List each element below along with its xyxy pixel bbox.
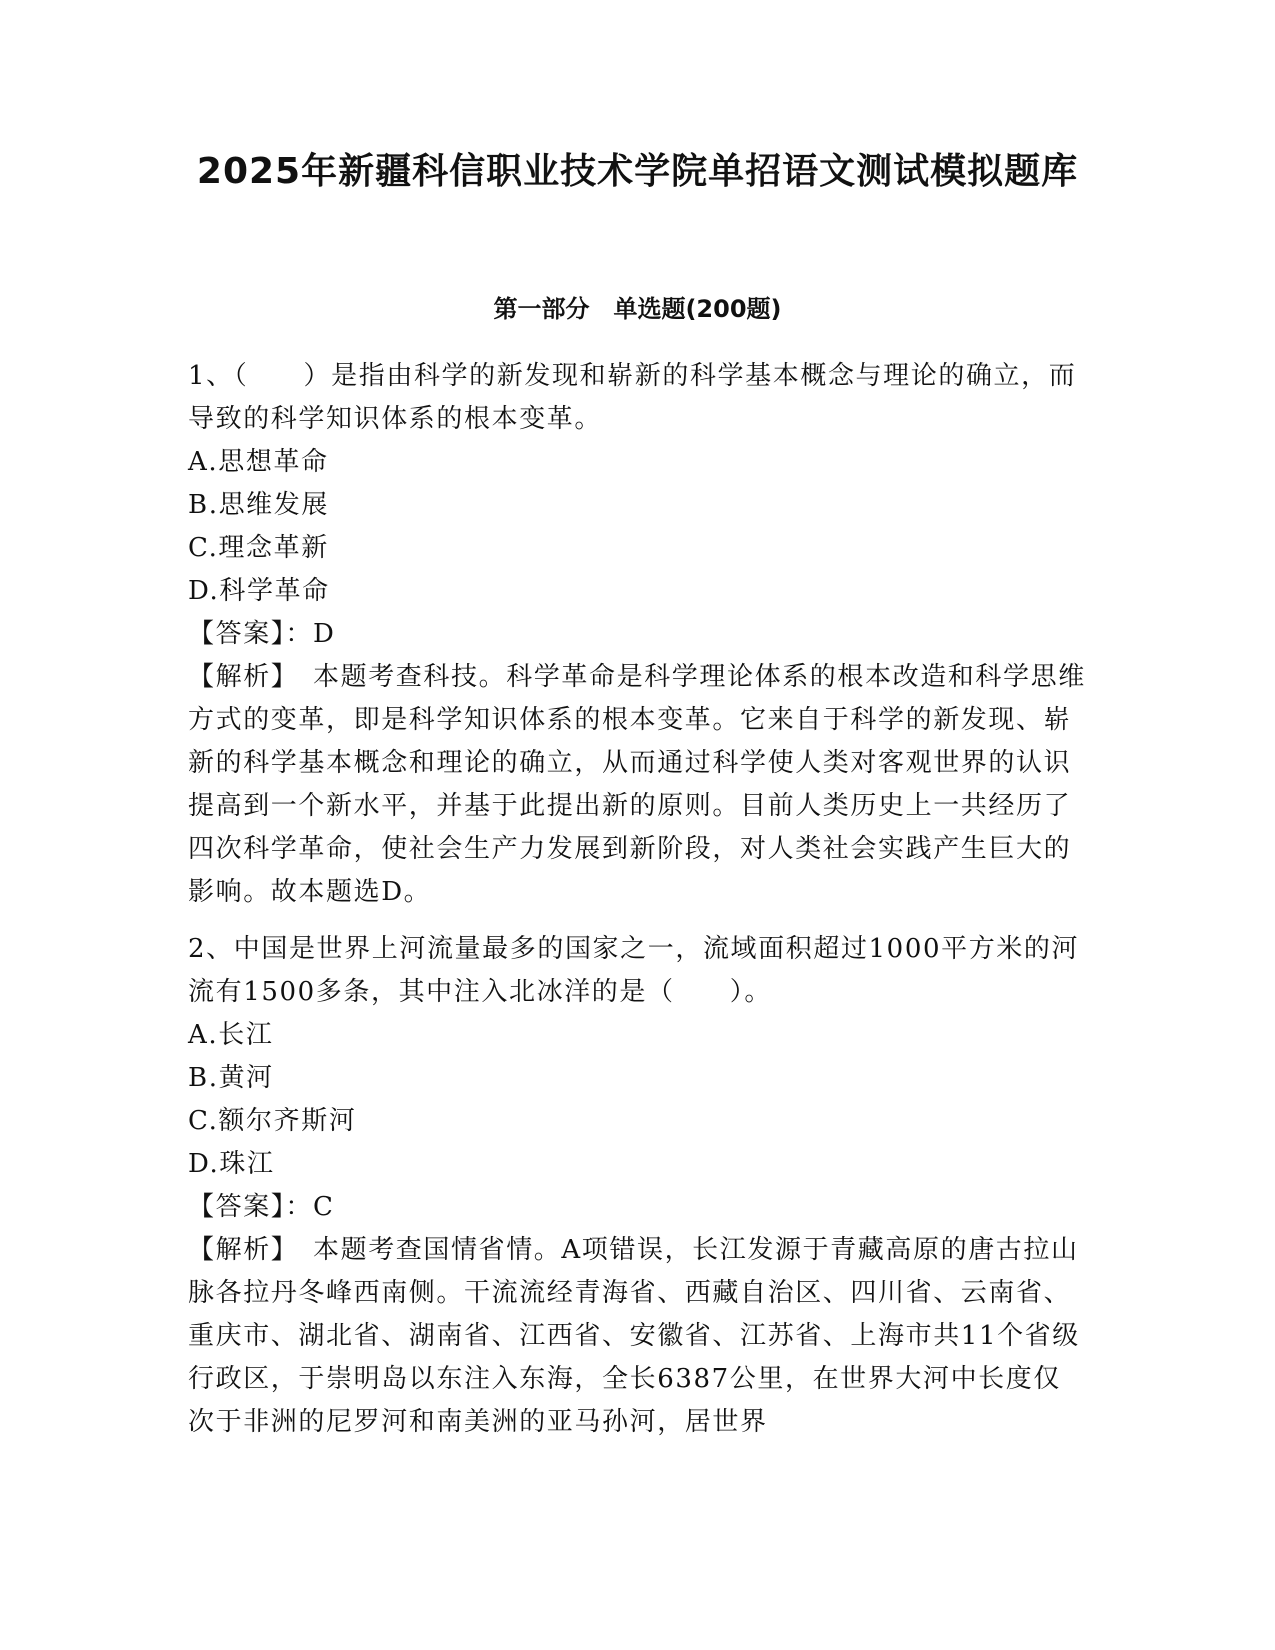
option-a: A.思想革命 — [188, 447, 329, 477]
analysis-text: 本题考查科技。科学革命是科学理论体系的根本改造和科学思维方式的变革，即是科学知识体系的根本变革。它来自于科学的新发现、崭新的科学基本概念和理论的确立，从而通过科学使人类对客观世界的认识提高到一个新水平，并基于此提出新的原则。目前人类历史上一共经历了四次科学革命，使社会生产力发展到新阶段，对人类社会实践产生巨大的影响。故本题选D。 — [188, 662, 1086, 907]
option-b: B.思维发展 — [188, 490, 329, 520]
analysis-paragraph — [188, 656, 1088, 914]
analysis-label: 【解析】 — [188, 662, 286, 692]
answer-value: ：D — [285, 619, 336, 649]
section-title: 第一部分 单选题(200题) — [493, 295, 782, 323]
answer-label: 【答案】 — [188, 619, 286, 649]
analysis-label: 【解析】 — [188, 1235, 286, 1265]
option-d: D.珠江 — [188, 1149, 275, 1179]
answer-line — [188, 613, 1088, 656]
option-c: C.额尔齐斯河 — [188, 1106, 357, 1136]
question-2 — [188, 928, 1088, 1444]
option-b: B.黄河 — [188, 1063, 274, 1093]
question-list — [188, 355, 1088, 1458]
answer-value: ：C — [285, 1192, 335, 1222]
question-stem: 1、（ ）是指由科学的新发现和崭新的科学基本概念与理论的确立，而导致的科学知识体系的根本变革。 — [188, 361, 1077, 434]
option-a: A.长江 — [188, 1020, 274, 1050]
document-title: 2025年新疆科信职业技术学院单招语文测试模拟题库 — [196, 151, 1079, 192]
question-1 — [188, 355, 1088, 914]
option-c: C.理念革新 — [188, 533, 329, 563]
question-stem: 2、中国是世界上河流量最多的国家之一，流域面积超过1000平方米的河流有1500多条，其中注入北冰洋的是（ ）。 — [188, 934, 1080, 1007]
analysis-paragraph — [188, 1229, 1088, 1444]
answer-line — [188, 1186, 1088, 1229]
answer-label: 【答案】 — [188, 1192, 286, 1222]
analysis-text: 本题考查国情省情。A项错误，长江发源于青藏高原的唐古拉山脉各拉丹冬峰西南侧。干流流经青海省、西藏自治区、四川省、云南省、重庆市、湖北省、湖南省、江西省、安徽省、江苏省、上海市共11个省级行政区，于崇明岛以东注入东海，全长6387公里，在世界大河中长度仅次于非洲的尼罗河和南美洲的亚马孙河，居世界 — [188, 1235, 1080, 1437]
option-d: D.科学革命 — [188, 576, 330, 606]
